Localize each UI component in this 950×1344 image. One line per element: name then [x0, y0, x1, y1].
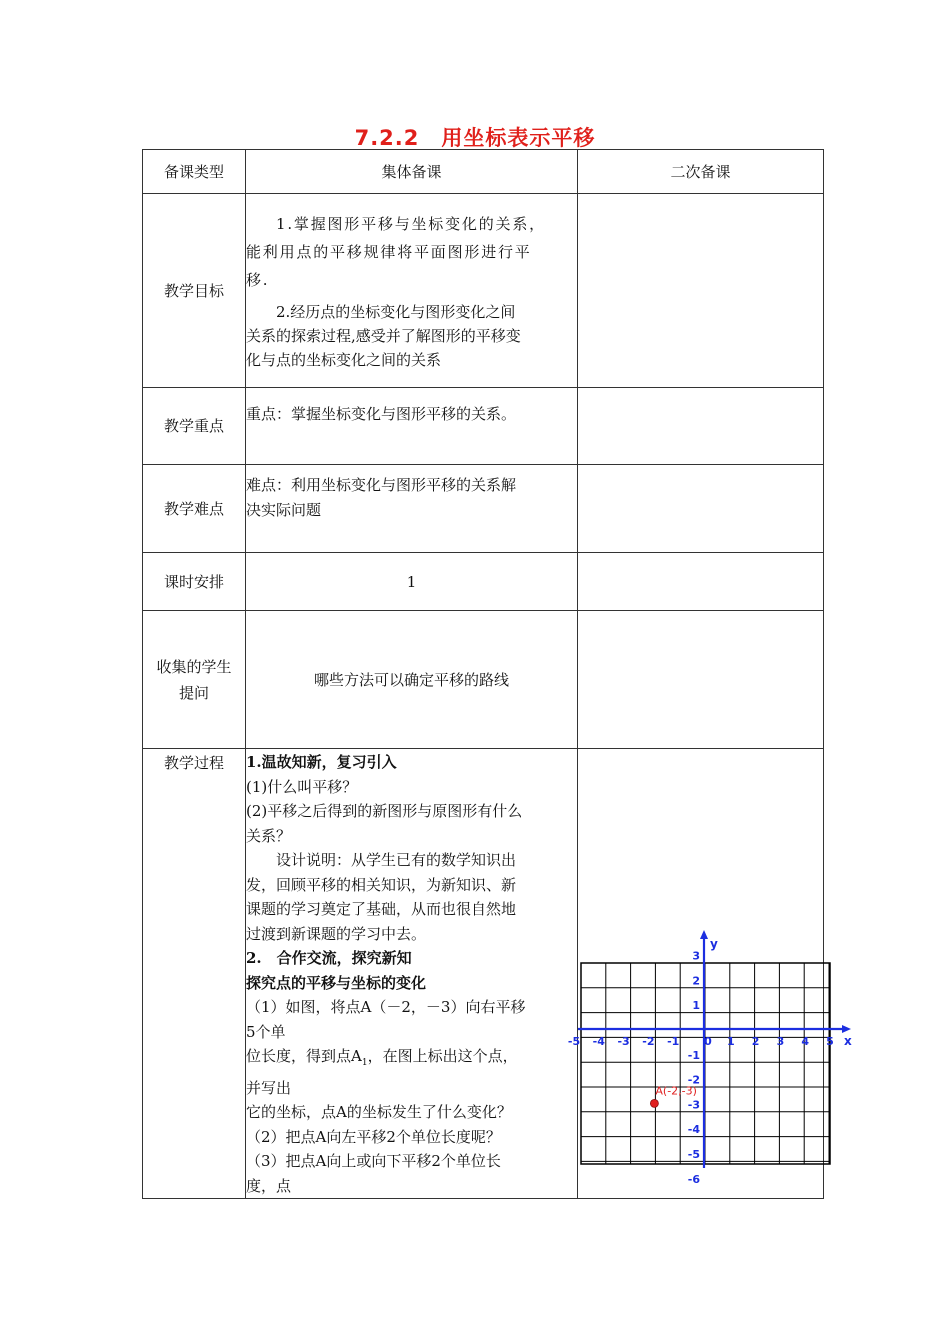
objectives-row — [143, 194, 824, 388]
x-tick-label: -1 — [667, 1035, 680, 1048]
x-tick-label: 2 — [751, 1035, 760, 1048]
key-point-row — [143, 388, 824, 465]
step-1-line-1: （1）如图，将点A（－2，－3）向右平移 — [246, 998, 526, 1016]
hours-secondary-cell — [578, 553, 824, 611]
questions-row — [143, 611, 824, 749]
difficulty-line-2: 决实际问题 — [246, 501, 322, 519]
x-tick-label: 3 — [776, 1035, 785, 1048]
x-tick-label: -5 — [567, 1035, 581, 1048]
y-tick-label: 1 — [692, 999, 700, 1013]
x-tick-label: 0 — [704, 1035, 712, 1048]
x-axis-arrow — [842, 1025, 851, 1033]
process-heading-3: 探究点的平移与坐标的变化 — [246, 973, 427, 992]
process-label: 教学过程 — [143, 749, 246, 1199]
x-tick-label: -3 — [617, 1035, 630, 1048]
difficulty-row — [143, 465, 824, 553]
key-point-label: 教学重点 — [143, 388, 246, 465]
process-question-1: (1)什么叫平移？ — [246, 777, 358, 796]
step-1-line-3-rest: ，在图上标出这个点， — [367, 1047, 518, 1065]
step-1-subscript: 1 — [361, 1058, 368, 1068]
process-question-2-line-1: (2)平移之后得到的新图形与原图形有什么 — [246, 802, 523, 820]
design-note-line-1: 设计说明：从学生已有的数学知识出 — [276, 851, 517, 869]
y-tick-label: -6 — [687, 1172, 700, 1186]
step-1-line-3 — [246, 1044, 577, 1076]
key-point-secondary-cell — [578, 388, 824, 465]
questions-content: 哪些方法可以确定平移的路线 — [246, 611, 578, 749]
objective-2-line-1: 2.经历点的坐标变化与图形变化之间 — [276, 302, 516, 321]
hours-label: 课时安排 — [143, 553, 246, 611]
questions-label-line-2: 提问 — [178, 683, 209, 702]
point-a — [650, 1099, 658, 1107]
step-1-line-2: 5个单 — [246, 1022, 286, 1041]
coordinate-plane — [567, 930, 860, 1186]
y-tick-label: -4 — [687, 1123, 700, 1137]
process-heading-1: 1.温故知新，复习引入 — [246, 753, 397, 771]
process-content — [246, 749, 581, 1199]
header-collective-prep: 集体备课 — [246, 150, 578, 194]
design-note-line-2: 发，回顾平移的相关知识，为新知识、新 — [246, 875, 517, 894]
hours-row — [143, 553, 824, 611]
x-tick-label: 5 — [826, 1035, 834, 1048]
design-note-line-3: 课题的学习奠定了基础，从而也很自然地 — [246, 900, 517, 918]
objective-2-line-3: 化与点的坐标变化之间的关系 — [246, 350, 442, 369]
y-axis-label: y — [710, 937, 718, 951]
difficulty-content — [246, 465, 578, 553]
x-axis-label: x — [844, 1034, 852, 1048]
y-tick-label: -1 — [687, 1048, 700, 1062]
y-tick-label: -5 — [687, 1148, 700, 1161]
step-1-line-5: 它的坐标，点A的坐标发生了什么变化？ — [246, 1103, 512, 1121]
x-tick-label: 4 — [801, 1035, 810, 1048]
x-tick-label: 1 — [726, 1035, 735, 1048]
grid-lines — [581, 963, 830, 1164]
process-question-2-line-2: 关系？ — [246, 826, 292, 845]
y-tick-label: 2 — [692, 974, 700, 988]
questions-label-line-1: 收集的学生 — [156, 657, 232, 676]
y-axis-arrow — [700, 930, 708, 939]
objective-2-line-2: 关系的探索过程,感受并了解图形的平移变 — [246, 326, 521, 345]
step-1-line-4: 并写出 — [246, 1078, 292, 1097]
questions-secondary-cell — [578, 611, 824, 749]
objectives-content — [246, 194, 578, 388]
difficulty-secondary-cell — [578, 465, 824, 553]
x-tick-label: -2 — [642, 1035, 655, 1048]
header-secondary-prep: 二次备课 — [578, 150, 824, 194]
y-tick-label: -3 — [687, 1098, 700, 1112]
key-point-content: 重点：掌握坐标变化与图形平移的关系。 — [246, 388, 578, 465]
header-row — [143, 150, 824, 194]
step-3-line-1: （3）把点A向上或向下平移2个单位长 — [246, 1152, 501, 1170]
difficulty-line-1: 难点：利用坐标变化与图形平移的关系解 — [246, 476, 517, 494]
step-1-line-3-text: 位长度，得到点A — [246, 1047, 362, 1065]
objective-1-line-3: 移. — [246, 270, 270, 289]
step-3-line-2: 度，点 — [246, 1176, 292, 1195]
process-heading-2: 2. 合作交流，探究新知 — [246, 949, 412, 967]
y-tick-label: -2 — [687, 1073, 700, 1087]
objective-1-line-2: 能利用点的平移规律将平面图形进行平 — [246, 242, 532, 261]
x-tick-label: -4 — [592, 1035, 605, 1048]
axes — [578, 930, 852, 1168]
point-a-label: A(-2,-3) — [655, 1084, 697, 1098]
questions-label — [143, 611, 246, 749]
hours-value: 1 — [246, 553, 578, 611]
header-prep-type: 备课类型 — [143, 150, 246, 194]
y-tick-label: 3 — [692, 949, 700, 963]
objective-1-line-1: 1.掌握图形平移与坐标变化的关系， — [276, 214, 546, 233]
objectives-label: 教学目标 — [143, 194, 246, 388]
design-note-line-4: 过渡到新课题的学习中去。 — [246, 924, 427, 943]
difficulty-label: 教学难点 — [143, 465, 246, 553]
tick-labels — [568, 950, 834, 1186]
step-2: （2）把点A向左平移2个单位长度呢？ — [246, 1127, 501, 1146]
objectives-secondary-cell — [578, 194, 824, 388]
page-title: 7.2.2 用坐标表示平移 — [354, 126, 596, 150]
